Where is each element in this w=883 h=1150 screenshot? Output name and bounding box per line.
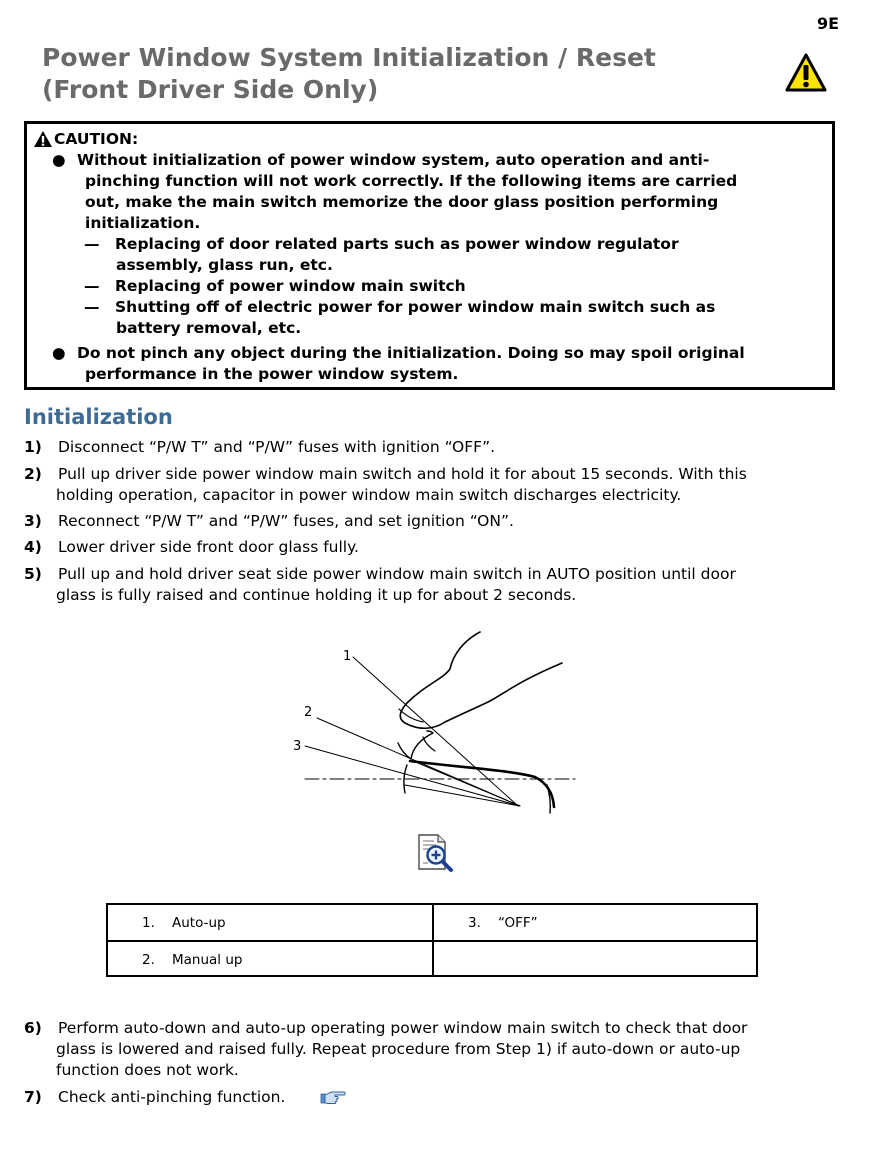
- warning-triangle-icon: [785, 52, 827, 94]
- caution-triangle-icon: [33, 130, 53, 148]
- switch-operation-figure: [295, 625, 585, 820]
- caution-heading: [33, 130, 138, 148]
- step-text: function does not work.: [56, 1061, 239, 1079]
- legend-item: 1. Auto-up: [142, 915, 226, 931]
- legend-table: [106, 903, 758, 977]
- step-text: Perform auto-down and auto-up operating power window main switch to check that door: [58, 1019, 748, 1037]
- caution-dash-2: — Replacing of power window main switch: [84, 277, 466, 295]
- step-number: 4): [24, 538, 42, 556]
- callout-3: 3: [293, 739, 302, 754]
- step-text: Reconnect “P/W T” and “P/W” fuses, and set ignition “ON”.: [58, 512, 514, 530]
- step-text: holding operation, capacitor in power window main switch discharges electricity.: [56, 486, 682, 504]
- step-text: Check anti-pinching function.: [58, 1088, 286, 1106]
- legend-item: 3. “OFF”: [468, 915, 538, 931]
- callout-2: 2: [304, 705, 313, 720]
- step-number: 5): [24, 565, 42, 583]
- section-heading: Initialization: [24, 405, 173, 429]
- step-number: 6): [24, 1019, 42, 1037]
- caution-bullet-2: ● Do not pinch any object during the initialization. Doing so may spoil original performance in the power window system.: [52, 344, 745, 383]
- section-code: 9E: [816, 14, 839, 33]
- zoom-document-icon[interactable]: [416, 833, 454, 873]
- step-text: glass is lowered and raised fully. Repeat procedure from Step 1) if auto-down or auto-up: [56, 1040, 741, 1058]
- step-number: 1): [24, 438, 42, 456]
- step-text: glass is fully raised and continue holding it up for about 2 seconds.: [56, 586, 577, 604]
- step-number: 2): [24, 465, 42, 483]
- step-number: 7): [24, 1088, 42, 1106]
- pointing-hand-icon[interactable]: [320, 1089, 346, 1105]
- title-line-1: Power Window System Initialization / Reset: [42, 43, 656, 72]
- step-text: Disconnect “P/W T” and “P/W” fuses with ignition “OFF”.: [58, 438, 496, 456]
- caution-bullet-1: ● Without initialization of power window system, auto operation and anti- pinching function will not work correctly. If the following items are carried out, make the main switch memorize the door glass position performing initialization.: [52, 151, 738, 232]
- caution-dash-1: — Replacing of door related parts such as power window regulator assembly, glass run, etc.: [84, 235, 679, 274]
- step-text: Lower driver side front door glass fully.: [58, 538, 359, 556]
- step-text: Pull up and hold driver seat side power window main switch in AUTO position until door: [58, 565, 736, 583]
- caution-box: [24, 121, 835, 390]
- callout-1: 1: [343, 649, 352, 664]
- title-line-2: (Front Driver Side Only): [42, 75, 379, 104]
- page-title: [42, 42, 656, 106]
- step-number: 3): [24, 512, 42, 530]
- legend-item: 2. Manual up: [142, 952, 243, 968]
- step-text: Pull up driver side power window main switch and hold it for about 15 seconds. With this: [58, 465, 747, 483]
- caution-dash-3: — Shutting off of electric power for power window main switch such as battery removal, etc.: [84, 298, 716, 337]
- caution-label: CAUTION:: [54, 130, 139, 148]
